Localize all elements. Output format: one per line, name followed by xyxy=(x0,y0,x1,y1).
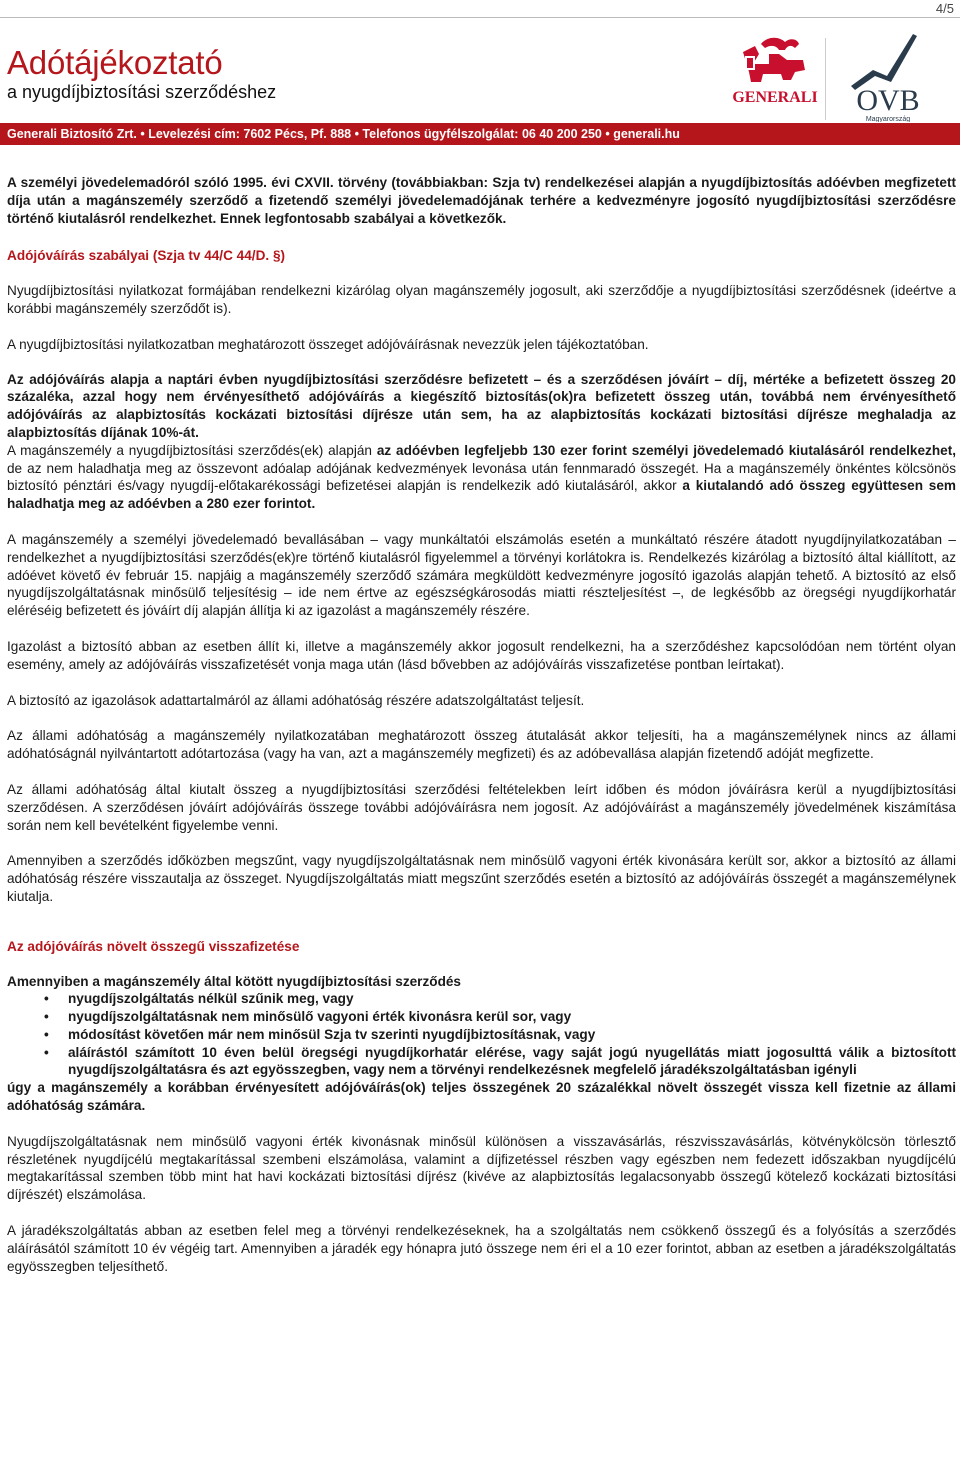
paragraph: A biztosító az igazolások adattartalmáról az állami adóhatóság részére adatszolgáltatást teljesít. xyxy=(7,692,585,708)
list-item: • aláírástól számított 10 éven belül öregségi nyugdíjkorhatár elérése, vagy saját jogú nyugellátás miatt jogosulttá válik a biztosított nyugdíjszolgáltatásra és azt egyösszegben, vagy nem a törvényi rendelkezésnek megfelelő járadékszolgáltatásban igényli xyxy=(7,1044,956,1080)
generali-logo xyxy=(733,38,818,106)
section-heading-visszafizetes: Az adójóváírás növelt összegű visszafizetése xyxy=(7,938,300,954)
text-run-bold: a kiutalandó adó összeg együttesen sem haladhatja meg az adóévben a 280 ezer forintot. xyxy=(7,478,956,512)
section-heading-adojovairas: Adójóváírás szabályai (Szja tv 44/C 44/D. §) xyxy=(7,248,286,264)
paragraph: Nyugdíjszolgáltatásnak nem minősülő vagyoni érték kivonásnak minősül különösen a visszavásárlás, részvisszavásárlás, kötvénykölcsön törlesztő részletének nyugdíjcélú megtakarítással szembeni elszámolása, valamint a díjfizetéssel részben vagy egészben nem fedezett időszakban nyugdíjcélú megtakarítással szemben több mint hat havi kockázati biztosítási díjrész (kivéve az alapbiztosítás legalacsonyabb összegű kötelező kockázati biztosítási díjrészét) elszámolása. xyxy=(7,1133,956,1203)
paragraph: Nyugdíjbiztosítási nyilatkozat formájában rendelkezni kizárólag olyan magánszemély jogosult, aki szerződője a nyugdíjbiztosítási szerződésnek (ideértve a korábbi magánszemély szerződőt is). xyxy=(7,283,956,316)
paragraph: Az állami adóhatóság által kiutalt összeg a nyugdíjbiztosítási szerződési feltételekben leírt időben és módon jóváírásra kerül a nyugdíjbiztosítási szerződésen. A szerződésen jóváírt adójóváírás összege további adójóváírásra nem jogosít. Az adójóváírást a magánszemély jövedelmének kiszámítása során nem kell bevételként figyelembe venni. xyxy=(7,781,956,833)
paragraph: Az állami adóhatóság a magánszemély nyilatkozatában meghatározott összeg átutalását akkor teljesíti, ha a magánszemélynek nincs az állami adóhatóságnál nyilvántartott adótartozása (vagy ha van, azt a magánszemély megfizeti) és az adóbevallása alapján fizetendő adóját megfizette. xyxy=(7,728,956,762)
paragraph: A nyugdíjbiztosítási nyilatkozatban meghatározott összeget adójóváírásnak nevezzük jelen tájékoztatóban. xyxy=(7,336,649,352)
paragraph-bold: Az adójóváírás alapja a naptári évben nyugdíjbiztosítási szerződésre befizetett – és a szerződésen jóváírt – díj, mértéke a befizetett összeg 20 százaléka, azzal hogy nem érvényesíthető adójóváírás a kiegészítő biztosítás(ok)ra befizetett összeg után, továbbá nem érvényesíthető adójóváírás az alapbiztosítás kockázati biztosítási díjrésze után sem, ha az alapbiztosítás kockázati biztosítási díjrésze meghaladja az alapbiztosítás díjának 10%-át. xyxy=(7,371,956,440)
ovb-country: Magyarország xyxy=(865,116,911,122)
document-title: Adótájékoztató xyxy=(7,44,223,81)
list-item: • módosítást követően már nem minősül Szja tv szerinti nyugdíjbiztosításnak, vagy xyxy=(7,1026,956,1044)
condition-list xyxy=(7,990,956,1079)
list-item: • nyugdíjszolgáltatás nélkül szűnik meg, vagy xyxy=(7,990,956,1008)
contact-bar xyxy=(0,123,960,145)
generali-wordmark: GENERALI xyxy=(733,89,818,106)
text-run: A magánszemély a nyugdíjbiztosítási szerződés(ek) alapján xyxy=(7,442,377,458)
document-subtitle: a nyugdíjbiztosítási szerződéshez xyxy=(7,82,277,102)
brand-logos xyxy=(733,30,948,122)
text-run: de az nem haladhatja meg az összevont adóalap adójának kedvezmények levonása után fennmaradó összegét. Ha a magánszemély önkéntes kölcsönös biztosító pénztári és/vagy nyugdíj-előtakarékossági befizetései alapján is rendelkezik adó kiutalásáról, akkor xyxy=(7,460,956,494)
paragraph: Amennyiben a szerződés időközben megszűnt, vagy nyugdíjszolgáltatásnak nem minősülő vagyoni érték kivonására került sor, akkor a biztosító az állami adóhatóság részére visszautalja az összeget. Nyugdíjszolgáltatás miatt megszűnt szerződés esetén a biztosító az adójóváírás összegét a magánszemélynek kiutalja. xyxy=(7,853,956,904)
paragraph: A magánszemély a személyi jövedelemadó bevallásában – vagy munkáltatói elszámolás esetén a munkáltató részére átadott nyugdíjnyilatkozatában – rendelkezhet a nyugdíjbiztosítási szerződés(ek)re történő kiutalásról figyelemmel a törvényi korlátokra is. Rendelkezés kizárólag a biztosító által kiállított, az adóévet követő év február 15. napjáig a magánszemély szerződő számára megküldött kedvezményre jogosító igazolás alapján tehető. A biztosító az első nyugdíjszolgáltatásnak minősülő teljesítésig – ide nem értve az egészségkárosodás miatti részteljesítést –, de legkésőbb az öregségi nyugdíjkorhatár eléréséig befizetett és jóváírt díj alapján állítja ki az igazolást a magánszemély részére. xyxy=(7,531,956,619)
ovb-wordmark: OVB xyxy=(856,84,920,117)
paragraph: A járadékszolgáltatás abban az esetben felel meg a törvényi rendelkezéseknek, ha a szolgáltatás nem csökkenő összegű és a folyósítás a szerződés aláírásától számított 10 év végéig tart. Amennyiben a járadék egy hónapra jutó összege nem éri el a 10 ezer forintot, abban az esetben a járadékszolgáltatás egyösszegben teljesíthető. xyxy=(7,1223,956,1274)
list-conclusion: úgy a magánszemély a korábban érvényesített adójóváírás(ok) teljes összegének 20 százalékkal növelt összegét vissza kell fizetnie az állami adóhatóság számára. xyxy=(7,1080,956,1114)
logo-divider xyxy=(825,38,826,120)
top-divider xyxy=(0,17,960,18)
paragraph: Igazolást a biztosító abban az esetben állít ki, illetve a magánszemély akkor jogosult rendelkezni, ha a szerződéshez kapcsolódóan nem történt olyan esemény, amely az adójóváírás visszafizetését vonja maga után (lásd bővebben az adójóváírás visszafizetése pontban leírtakat). xyxy=(7,638,956,672)
text-run-bold: az adóévben legfeljebb 130 ezer forint személyi jövedelemadó kiutalásáról rendelkezhet, xyxy=(376,442,956,458)
paragraph-mixed xyxy=(7,442,956,513)
contact-bar-text: Generali Biztosító Zrt. • Levelezési cím: 7602 Pécs, Pf. 888 • Telefonos ügyfélszolgálat: 06 40 200 250 • generali.hu xyxy=(7,127,680,141)
document-body xyxy=(7,174,956,1293)
page-number: 4/5 xyxy=(935,1,954,16)
ovb-logo xyxy=(851,34,920,122)
list-item: • nyugdíjszolgáltatásnak nem minősülő vagyoni érték kivonásra kerül sor, vagy xyxy=(7,1008,956,1026)
intro-paragraph: A személyi jövedelemadóról szóló 1995. évi CXVII. törvény (továbbiakban: Szja tv) rendelkezései alapján a nyugdíjbiztosítás adóévben megfizetett díja után a magánszemély szerződő a fizetendő személyi jövedelemadójának terhére a kedvezményre jogosító nyugdíjbiztosítási szerződésre történő kiutalásról rendelkezhet. Ennek legfontosabb szabályai a következők. xyxy=(7,175,956,226)
list-lead: Amennyiben a magánszemély által kötött nyugdíjbiztosítási szerződés xyxy=(7,973,461,989)
